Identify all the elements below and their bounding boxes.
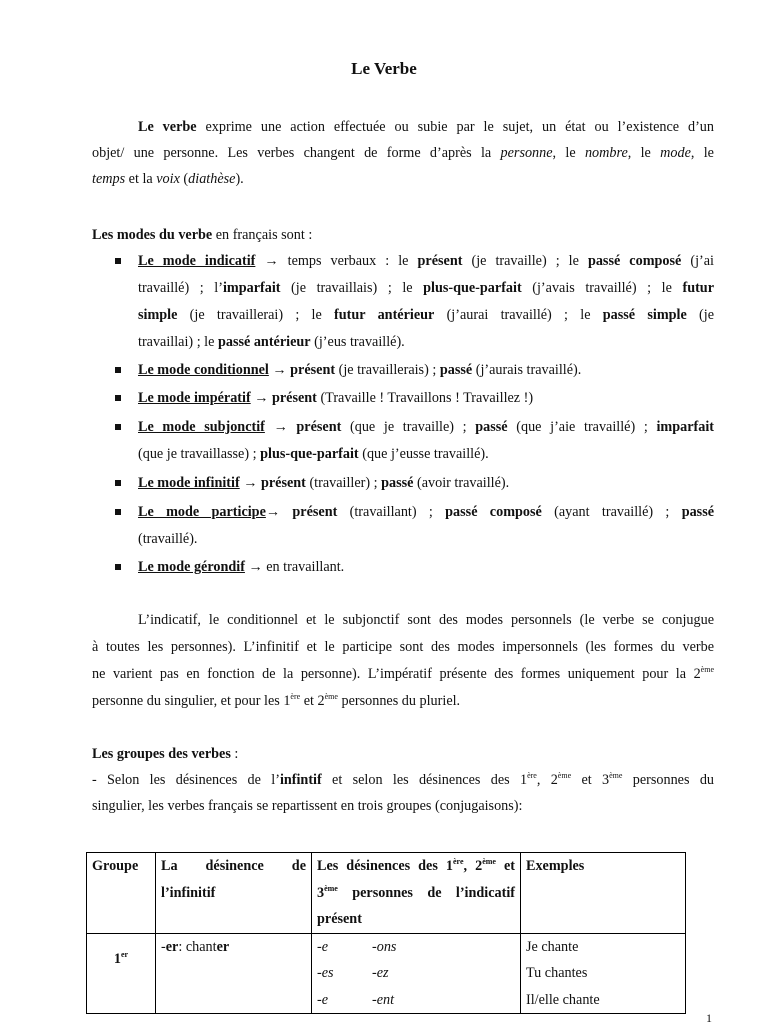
arrow-icon: → [273, 419, 288, 435]
bullet-icon [115, 367, 123, 375]
arrow-icon: → [264, 253, 279, 269]
header-indicatif: Les désinences des 1ère, 2ème et 3ème personnes de l’indicatif présent [312, 853, 521, 934]
arrow-icon: → [265, 504, 281, 520]
gerondif-line: Le mode gérondif → en travaillant. [138, 559, 345, 575]
arrow-icon: → [243, 475, 258, 491]
mode-conditionnel-name: Le mode conditionnel [138, 362, 269, 378]
infinitif-line: Le mode infinitif → présent (travailler) ; passé (avoir travaillé). [138, 475, 510, 491]
imperatif-line: Le mode impératif → présent (Travaille ! Travaillons ! Travaillez !) [138, 390, 534, 406]
groupes-table [86, 852, 686, 1014]
indicatif-line-1: Le mode indicatif → temps verbaux : le présent (je travaille) ; le passé composé (j’ai [138, 253, 714, 269]
cell-infinitif: -er: chanter [156, 933, 312, 1014]
header-exemples: Exemples [521, 853, 686, 934]
bullet-icon [115, 509, 123, 517]
subjonctif-line-2: (que je travaillasse) ; plus-que-parfait (que j’eusse travaillé). [138, 446, 489, 462]
mode-participe-name: Le mode participe [138, 504, 266, 520]
conditionnel-line: Le mode conditionnel → présent (je travaillerais) ; passé (j’aurais travaillé). [138, 362, 582, 378]
groupes-heading: Les groupes des verbes : [92, 746, 239, 762]
bullet-icon [115, 424, 123, 432]
groupes-line-2: singulier, les verbes français se repartissent en trois groupes (conjugaisons): [92, 798, 523, 814]
mode-imperatif-name: Le mode impératif [138, 390, 251, 406]
modes-heading: Les modes du verbe en français sont : [92, 227, 313, 243]
header-desinence: La désinence de l’infinitif [156, 853, 312, 934]
intro-line-2: objet/ une personne. Les verbes changent de forme d’après la personne, le nombre, le mode, le [92, 145, 714, 161]
mode-indicatif-name: Le mode indicatif [138, 253, 256, 269]
bullet-icon [115, 395, 123, 403]
arrow-icon: → [248, 559, 263, 575]
groupes-line-1: - Selon les désinences de l’infintif et selon les désinences des 1ère, 2ème et 3ème personnes du [92, 771, 715, 788]
intro-line-1: Le verbe exprime une action effectuée ou subie par le sujet, un état ou l’existence d’un [138, 119, 714, 135]
mode-infinitif-name: Le mode infinitif [138, 475, 240, 491]
cell-desinences: -e -ons -es -ez -e -ent [312, 933, 521, 1014]
bullet-icon [115, 258, 123, 266]
indicatif-line-2: travaillé) ; l’imparfait (je travaillais) ; le plus-que-parfait (j’avais travaillé) ; le futur [138, 280, 714, 296]
page-title: Le Verbe [351, 59, 417, 78]
bullet-icon [115, 564, 123, 572]
header-groupe: Groupe [87, 853, 156, 934]
para-line-4: personne du singulier, et pour les 1ère et 2ème personnes du pluriel. [92, 692, 461, 709]
page-number: 1 [706, 1011, 712, 1025]
indicatif-line-4: travaillai) ; le passé antérieur (j’eus travaillé). [138, 334, 405, 350]
para-line-2: à toutes les personnes). L’infinitif et le participe sont des modes impersonnels (les formes du verbe [92, 639, 714, 655]
table-header-row [87, 853, 686, 934]
subjonctif-line-1: Le mode subjonctif → présent (que je travaille) ; passé (que j’aie travaillé) ; imparfait [138, 419, 715, 435]
table-row [87, 933, 686, 1014]
intro-line-3: temps et la voix (diathèse). [92, 171, 244, 187]
indicatif-line-3: simple (je travaillerai) ; le futur antérieur (j’aurai travaillé) ; le passé simple (je [138, 307, 714, 323]
cell-exemples: Je chante Tu chantes Il/elle chante [521, 933, 686, 1014]
participe-line-1: Le mode participe→ présent (travaillant) ; passé composé (ayant travaillé) ; passé [138, 504, 715, 520]
mode-gerondif-name: Le mode gérondif [138, 559, 245, 575]
arrow-icon: → [272, 362, 287, 378]
mode-subjonctif-name: Le mode subjonctif [138, 419, 265, 435]
participe-line-2: (travaillé). [138, 531, 198, 547]
para-line-3: ne varient pas en fonction de la personne). L’impératif présente des formes uniquement pour la 2ème [92, 665, 714, 682]
cell-groupe: 1er [87, 933, 156, 1014]
term-verbe: Le verbe [138, 119, 197, 135]
bullet-icon [115, 480, 123, 488]
arrow-icon: → [254, 390, 269, 406]
para-line-1: L’indicatif, le conditionnel et le subjonctif sont des modes personnels (le verbe se conjugue [138, 612, 714, 628]
